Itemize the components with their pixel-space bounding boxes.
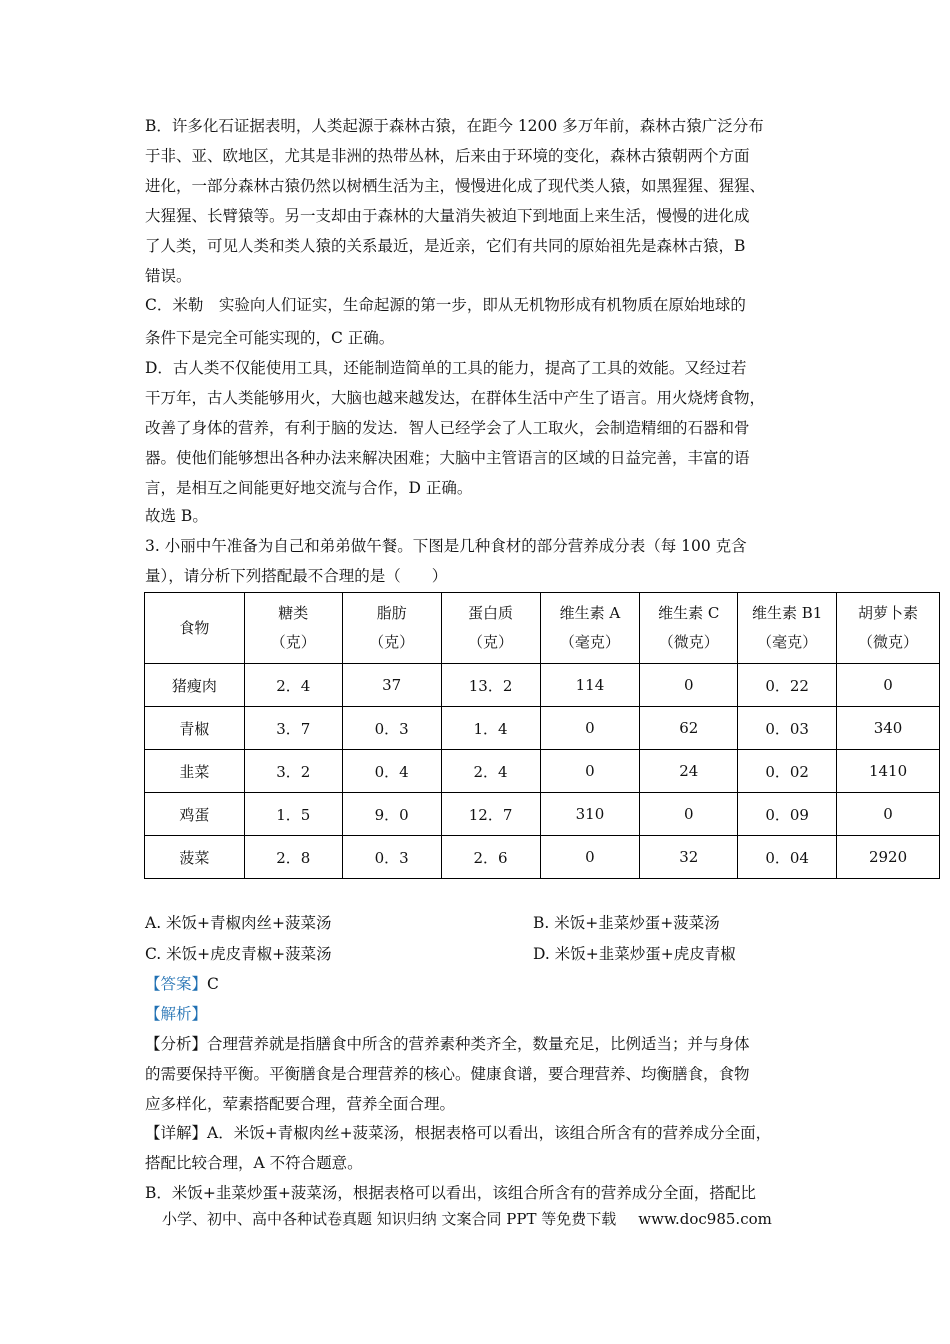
table-cell: 0 — [540, 750, 640, 793]
table-cell: 340 — [837, 707, 940, 750]
answer-line — [145, 969, 219, 999]
header-cell-fat: 脂肪 （克） — [342, 593, 441, 664]
text-line: 【详解】A．米饭+青椒肉丝+菠菜汤，根据表格可以看出，该组合所含有的营养成分全面， — [145, 1124, 772, 1142]
table-cell: 0．3 — [342, 707, 441, 750]
option-b: B. 米饭+韭菜炒蛋+菠菜汤 — [533, 914, 720, 932]
table-cell: 0．22 — [738, 664, 837, 707]
table-row — [145, 793, 940, 836]
page-footer — [162, 1208, 772, 1229]
table-cell: 9．0 — [342, 793, 441, 836]
text-line: C．米勒 实验向人们证实，生命起源的第一步，即从无机物形成有机物质在原始地球的 — [145, 296, 746, 314]
header-cell-vitamin-c: 维生素 C （微克） — [640, 593, 738, 664]
text-line: 了人类，可见人类和类人猿的关系最近，是近亲，它们有共同的原始祖先是森林古猿，B — [145, 237, 746, 255]
text-line: 改善了身体的营养，有利于脑的发达．智人已经学会了人工取火，会制造精细的石器和骨 — [145, 419, 750, 437]
nutrition-table — [144, 592, 940, 879]
text-line: 大猩猩、长臂猿等。另一支却由于森林的大量消失被迫下到地面上来生活，慢慢的进化成 — [145, 207, 750, 225]
footer-text: 小学、初中、高中各种试卷真题 知识归纳 文案合同 PPT 等免费下载 — [162, 1210, 617, 1228]
table-cell: 0．4 — [342, 750, 441, 793]
text-line: 搭配比较合理，A 不符合题意。 — [145, 1154, 363, 1172]
table-cell: 0 — [837, 793, 940, 836]
text-line: 【分析】合理营养就是指膳食中所含的营养素种类齐全，数量充足，比例适当；并与身体 — [145, 1035, 750, 1053]
header-cell-protein: 蛋白质 （克） — [441, 593, 540, 664]
conclusion: 故选 B。 — [145, 507, 208, 525]
analysis-label: 【解析】 — [145, 1005, 208, 1023]
answer-label: 【答案】 — [145, 975, 208, 993]
table-row — [145, 664, 940, 707]
table-cell: 1．4 — [441, 707, 540, 750]
header-cell-carotene: 胡萝卜素 （微克） — [837, 593, 940, 664]
option-d: D. 米饭+韭菜炒蛋+虎皮青椒 — [533, 945, 736, 963]
paragraph-option-d — [145, 353, 810, 503]
table-cell: 12．7 — [441, 793, 540, 836]
header-cell-food: 食物 — [145, 593, 245, 664]
table-cell: 2．4 — [244, 664, 342, 707]
table-cell: 0．02 — [738, 750, 837, 793]
answer-value: C — [207, 975, 219, 993]
table-cell: 菠菜 — [145, 836, 245, 879]
table-cell: 0 — [540, 836, 640, 879]
text-line: 量），请分析下列搭配最不合理的是（ ） — [145, 567, 448, 585]
table-row — [145, 836, 940, 879]
header-cell-sugar: 糖类 （克） — [244, 593, 342, 664]
table-cell: 2．4 — [441, 750, 540, 793]
table-cell: 鸡蛋 — [145, 793, 245, 836]
table-cell: 62 — [640, 707, 738, 750]
table-cell: 2．8 — [244, 836, 342, 879]
table-cell: 0 — [837, 664, 940, 707]
table-cell: 3．2 — [244, 750, 342, 793]
table-cell: 2920 — [837, 836, 940, 879]
table-cell: 0．3 — [342, 836, 441, 879]
table-cell: 0 — [640, 664, 738, 707]
paragraph-option-b — [145, 111, 810, 291]
option-a: A. 米饭+青椒肉丝+菠菜汤 — [145, 914, 332, 932]
text-line: 应多样化，荤素搭配要合理，营养全面合理。 — [145, 1095, 456, 1113]
table-cell: 1．5 — [244, 793, 342, 836]
table-cell: 13．2 — [441, 664, 540, 707]
table-row — [145, 707, 940, 750]
text-line: 条件下是完全可能实现的，C 正确。 — [145, 329, 395, 347]
table-cell: 0 — [540, 707, 640, 750]
question-3-stem — [145, 531, 810, 591]
table-cell: 0 — [640, 793, 738, 836]
text-line: 3. 小丽中午准备为自己和弟弟做午餐。下图是几种食材的部分营养成分表（每 100 克含 — [145, 537, 747, 555]
text-line: D．古人类不仅能使用工具，还能制造简单的工具的能力，提高了工具的效能。又经过若 — [145, 359, 747, 377]
text-line: 器。使他们能够想出各种办法来解决困难；大脑中主管语言的区域的日益完善，丰富的语 — [145, 449, 750, 467]
text-line: 错误。 — [145, 267, 192, 285]
text-line: 干万年，古人类能够用火，大脑也越来越发达，在群体生活中产生了语言。用火烧烤食物， — [145, 389, 766, 407]
text-line: 的需要保持平衡。平衡膳食是合理营养的核心。健康食谱，要合理营养、均衡膳食，食物 — [145, 1065, 750, 1083]
header-cell-vitamin-b1: 维生素 B1 （毫克） — [738, 593, 837, 664]
detail-paragraph — [145, 1118, 810, 1208]
table-cell: 韭菜 — [145, 750, 245, 793]
footer-url[interactable]: www.doc985.com — [638, 1210, 772, 1228]
text-line: B．米饭+韭菜炒蛋+菠菜汤，根据表格可以看出，该组合所含有的营养成分全面，搭配比 — [145, 1184, 756, 1202]
table-cell: 37 — [342, 664, 441, 707]
table-cell: 2．6 — [441, 836, 540, 879]
table-cell: 猪瘦肉 — [145, 664, 245, 707]
table-cell: 24 — [640, 750, 738, 793]
table-cell: 青椒 — [145, 707, 245, 750]
table-cell: 114 — [540, 664, 640, 707]
table-cell: 310 — [540, 793, 640, 836]
table-cell: 1410 — [837, 750, 940, 793]
text-line: 于非、亚、欧地区，尤其是非洲的热带丛林，后来由于环境的变化，森林古猿朝两个方面 — [145, 147, 750, 165]
table-cell: 0．03 — [738, 707, 837, 750]
text-line: B．许多化石证据表明，人类起源于森林古猿，在距今 1200 多万年前，森林古猿广泛分布 — [145, 117, 764, 135]
table-cell: 0．09 — [738, 793, 837, 836]
option-c: C. 米饭+虎皮青椒+菠菜汤 — [145, 945, 332, 963]
text-line: 进化，一部分森林古猿仍然以树栖生活为主，慢慢进化成了现代类人猿，如黑猩猩、猩猩、 — [145, 177, 766, 195]
table-row — [145, 750, 940, 793]
table-header-row — [145, 593, 940, 664]
table-cell: 0．04 — [738, 836, 837, 879]
text-line: 言，是相互之间能更好地交流与合作，D 正确。 — [145, 479, 473, 497]
table-cell: 32 — [640, 836, 738, 879]
header-cell-vitamin-a: 维生素 A （毫克） — [540, 593, 640, 664]
paragraph-option-c — [145, 290, 810, 353]
analysis-paragraph — [145, 1029, 810, 1119]
table-cell: 3．7 — [244, 707, 342, 750]
